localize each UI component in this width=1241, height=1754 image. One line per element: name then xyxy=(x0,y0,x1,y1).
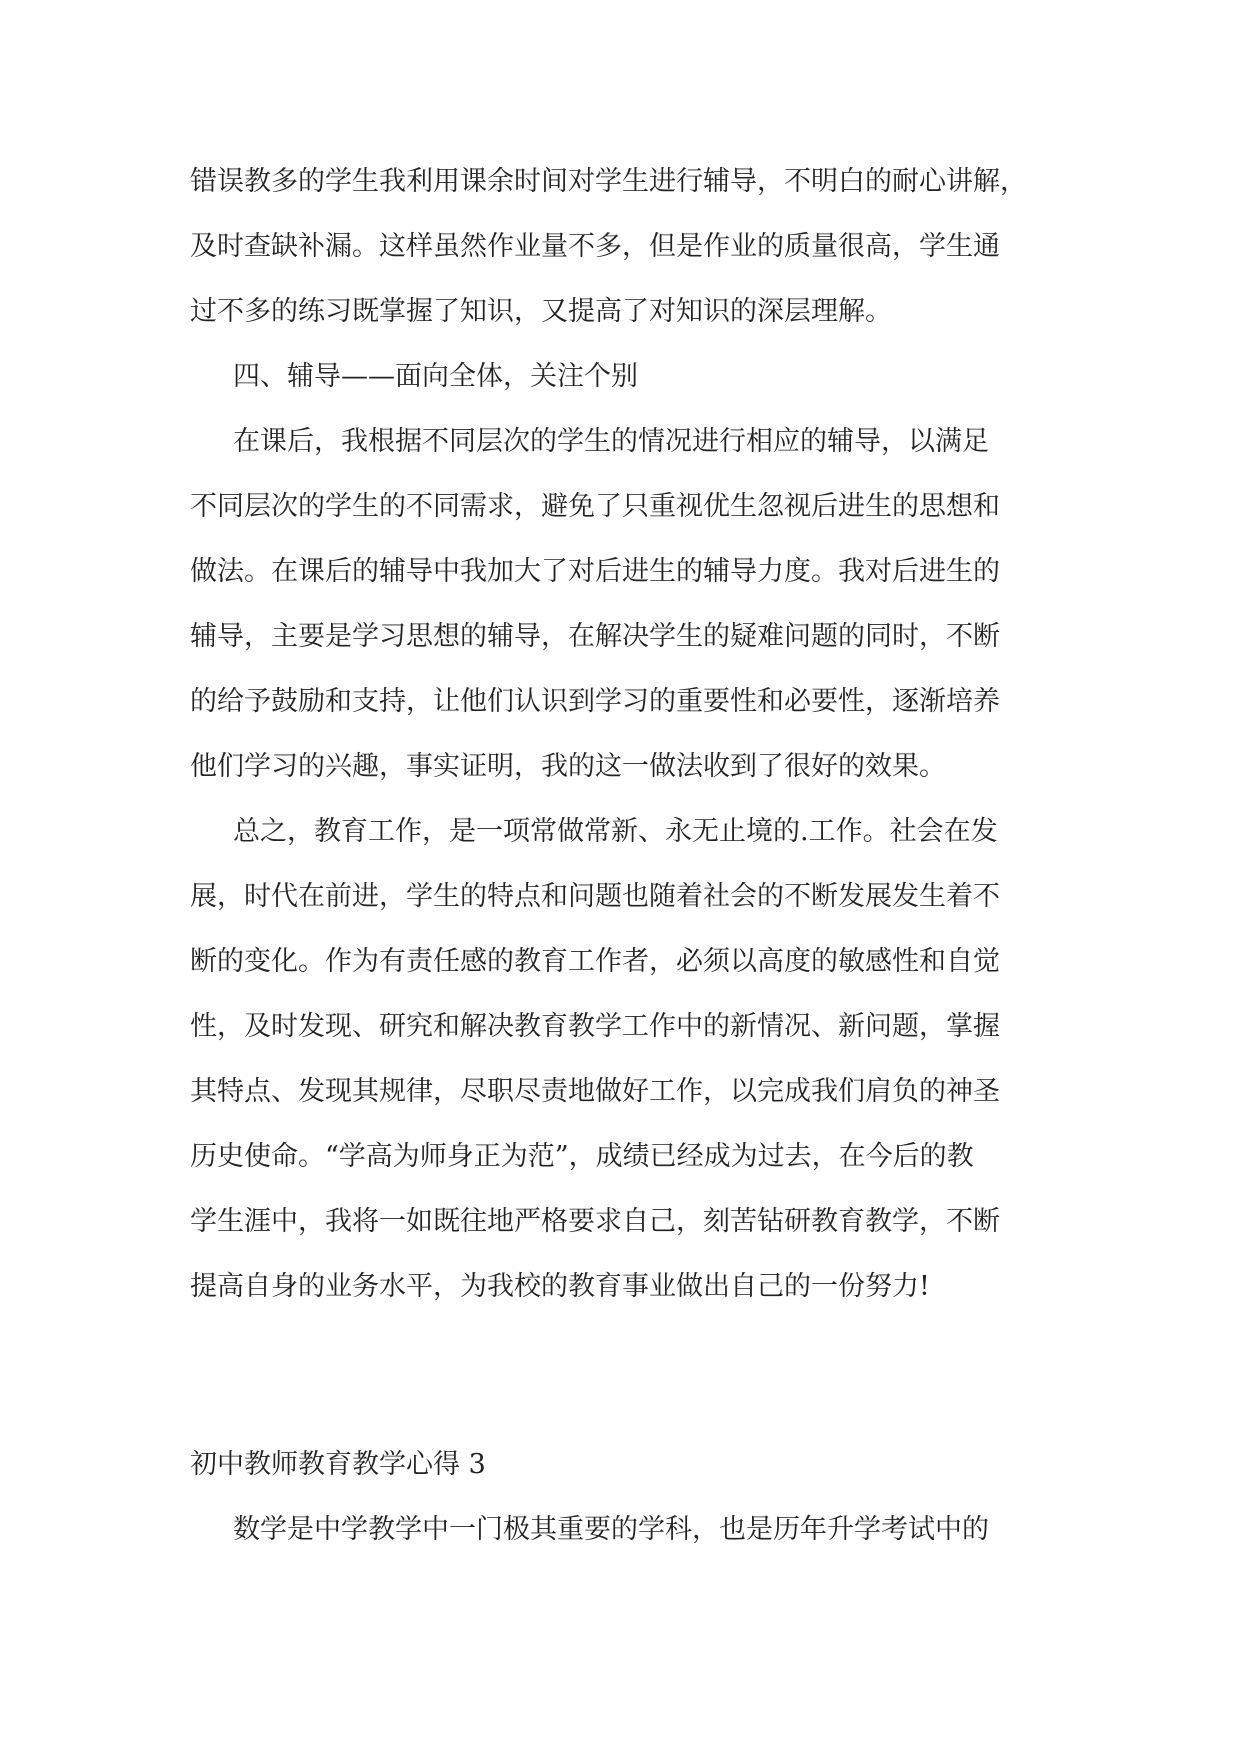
article-title: 初中教师教育教学心得 3 xyxy=(190,1449,486,1480)
paragraph-line: 在课后，我根据不同层次的学生的情况进行相应的辅导，以满足 xyxy=(233,426,989,457)
paragraph-line: 学生涯中，我将一如既往地严格要求自己，刻苦钻研教育教学，不断 xyxy=(190,1206,1000,1237)
paragraph-line: 过不多的练习既掌握了知识，又提高了对知识的深层理解。 xyxy=(190,296,892,327)
paragraph-line: 提高自身的业务水平，为我校的教育事业做出自己的一份努力! xyxy=(190,1271,930,1302)
paragraph-line: 断的变化。作为有责任感的教育工作者，必须以高度的敏感性和自觉 xyxy=(190,946,1000,977)
paragraph-line: 其特点、发现其规律，尽职尽责地做好工作，以完成我们肩负的神圣 xyxy=(190,1076,1000,1107)
paragraph-line: 性，及时发现、研究和解决教育教学工作中的新情况、新问题，掌握 xyxy=(190,1011,1000,1042)
paragraph-line: 辅导，主要是学习思想的辅导，在解决学生的疑难问题的同时，不断 xyxy=(190,621,1000,652)
paragraph-line: 及时查缺补漏。这样虽然作业量不多，但是作业的质量很高，学生通 xyxy=(190,231,1000,262)
paragraph-line: 不同层次的学生的不同需求，避免了只重视优生忽视后进生的思想和 xyxy=(190,491,1000,522)
paragraph-line: 他们学习的兴趣，事实证明，我的这一做法收到了很好的效果。 xyxy=(190,751,946,782)
section-heading: 四、辅导——面向全体，关注个别 xyxy=(233,361,638,392)
paragraph-line: 总之，教育工作，是一项常做常新、永无止境的.工作。社会在发 xyxy=(233,816,998,847)
paragraph-line: 做法。在课后的辅导中我加大了对后进生的辅导力度。我对后进生的 xyxy=(190,556,1000,587)
paragraph-line: 展，时代在前进，学生的特点和问题也随着社会的不断发展发生着不 xyxy=(190,881,1000,912)
paragraph-line: 数学是中学教学中一门极其重要的学科，也是历年升学考试中的 xyxy=(233,1514,989,1545)
paragraph-line: 的给予鼓励和支持，让他们认识到学习的重要性和必要性，逐渐培养 xyxy=(190,686,1000,717)
paragraph-line: 历史使命。“学高为师身正为范”，成绩已经成为过去，在今后的教 xyxy=(190,1141,974,1172)
paragraph-line: 错误教多的学生我利用课余时间对学生进行辅导，不明白的耐心讲解， xyxy=(190,166,1027,197)
